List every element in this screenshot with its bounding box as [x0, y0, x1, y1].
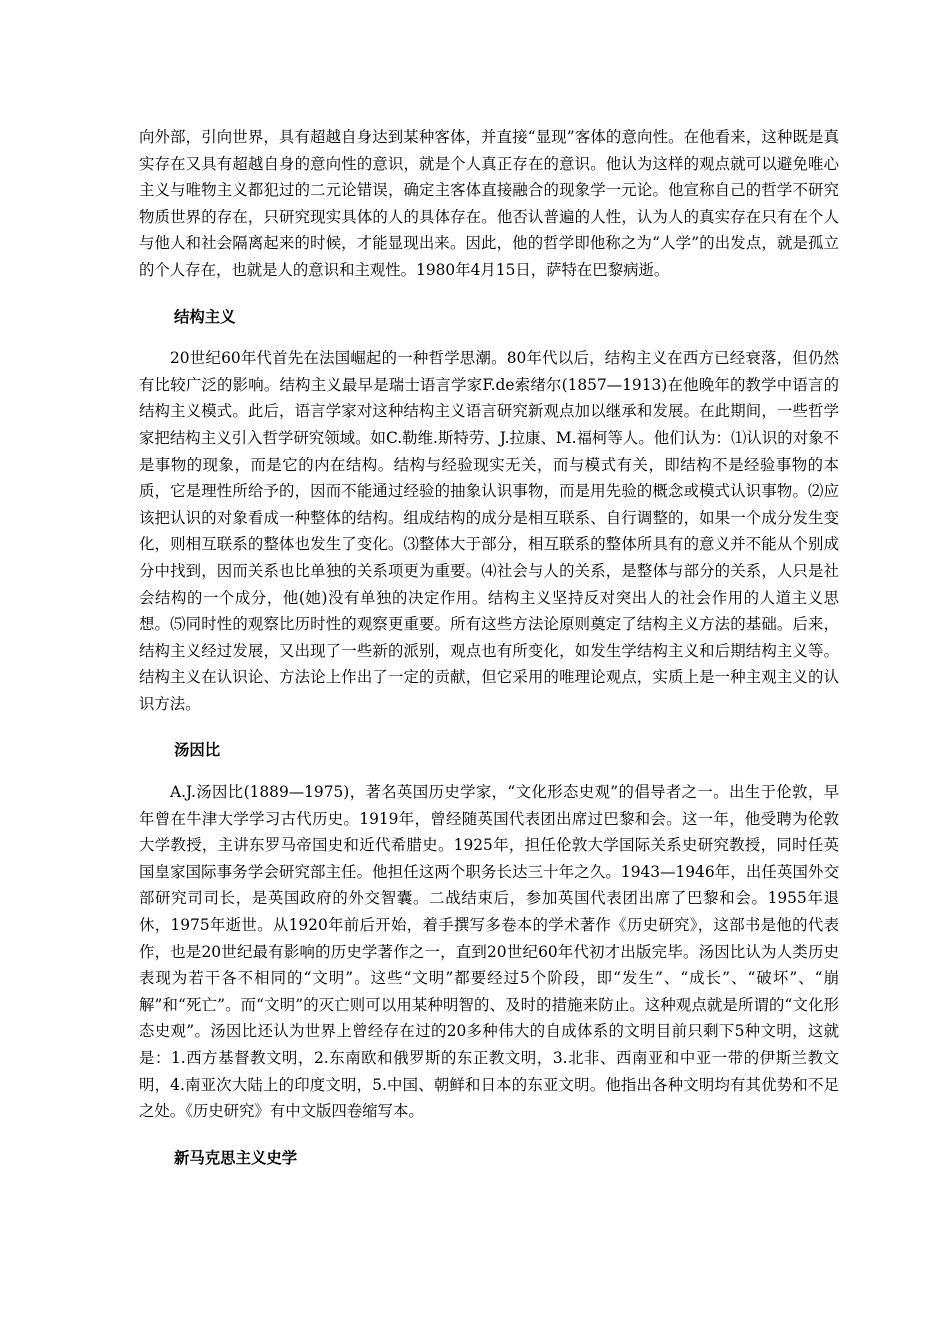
- section-heading-structuralism: 结构主义: [174, 307, 236, 326]
- spacer: [139, 330, 839, 345]
- spacer: [139, 764, 839, 779]
- document-page: [139, 124, 839, 1171]
- section-heading-toynbee: 汤因比: [174, 741, 221, 760]
- spacer: [139, 284, 839, 304]
- section-body-structuralism: 20世纪60年代首先在法国崛起的一种哲学思潮。80年代以后，结构主义在西方已经衰落，但仍然有比较广泛的影响。结构主义最早是瑞士语言学家F.de索绪尔(1857—1913)在他晚年的教学中语言的结构主义模式。此后，语言学家对这种结构主义语言研究新观点加以继承和发展。在此期间，一些哲学家把结构主义引入哲学研究领域。如C.勒维.斯特劳、J.拉康、M.福柯等人。他们认为：⑴认识的对象不是事物的现象，而是它的内在结构。结构与经验现实无关，而与模式有关，即结构不是经验事物的本质，它是理性所给予的，因而不能通过经验的抽象认识事物，而是用先验的概念或模式认识事物。⑵应该把认识的对象看成一种整体的结构。组成结构的成分是相互联系、自行调整的，如果一个成分发生变化，则相互联系的整体也发生了变化。⑶整体大于部分，相互联系的整体所具有的意义并不能从个别成分中找到，因而关系也比单独的关系项更为重要。⑷社会与人的关系，是整体与部分的关系，人只是社会结构的一个成分，他(她)没有单独的决定作用。结构主义坚持反对突出人的社会作用的人道主义思想。⑸同时性的观察比历时性的观察更重要。所有这些方法论原则奠定了结构主义方法的基础。后来，结构主义经过发展，又出现了一些新的派别，观点也有所变化，如发生学结构主义和后期结构主义等。结构主义在认识论、方法论上作出了一定的贡献，但它采用的唯理论观点，实质上是一种主观主义的认识方法。: [139, 349, 839, 713]
- intro-paragraph: 向外部，引向世界，具有超越自身达到某种客体，并直接“显现”客体的意向性。在他看来，这种既是真实存在又具有超越自身的意向性的意识，就是个人真正存在的意识。他认为这样的观点就可以避免唯心主义与唯物主义都犯过的二元论错误，确定主客体直接融合的现象学一元论。他宣称自己的哲学不研究物质世界的存在，只研究现实具体的人的具体存在。他否认普遍的人性，认为人的真实存在只有在个人与他人和社会隔离起来的时候，才能显现出来。因此，他的哲学即他称之为“人学”的出发点，就是孤立的个人存在，也就是人的意识和主观性。1980年4月15日，萨特在巴黎病逝。: [139, 128, 839, 279]
- spacer: [139, 1125, 839, 1145]
- section-heading-neo-marxist-historiography: 新马克思主义史学: [174, 1148, 298, 1167]
- section-body-toynbee: A.J.汤因比(1889—1975)，著名英国历史学家，“文化形态史观”的倡导者之一。出生于伦敦，早年曾在牛津大学学习古代历史。1919年，曾经随英国代表团出席过巴黎和会。这一年，他受聘为伦敦大学教授，主讲东罗马帝国史和近代希腊史。1925年，担任伦敦大学国际关系史研究教授，同时任英国皇家国际事务学会研究部主任。他担任这两个职务长达三十年之久。1943—1946年，出任英国外交部研究司司长，是英国政府的外交智囊。二战结束后，参加英国代表团出席了巴黎和会。1955年退休，1975年逝世。从1920年前后开始，着手撰写多卷本的学术著作《历史研究》，这部书是他的代表作，也是20世纪最有影响的历史学著作之一，直到20世纪60年代初才出版完毕。汤因比认为人类历史表现为若干各不相同的“文明”。这些“文明”都要经过5个阶段，即“发生”、“成长”、“破坏”、“崩解”和“死亡”。而“文明”的灭亡则可以用某种明智的、及时的措施来防止。这种观点就是所谓的“文化形态史观”。汤因比还认为世界上曾经存在过的20多种伟大的自成体系的文明目前只剩下5种文明，这就是：1.西方基督教文明，2.东南欧和俄罗斯的东正教文明，3.北非、西南亚和中亚一带的伊斯兰教文明，4.南亚次大陆上的印度文明，5.中国、朝鲜和日本的东亚文明。他指出各种文明均有其优势和不足之处。《历史研究》有中文版四卷缩写本。: [139, 783, 839, 1121]
- spacer: [139, 717, 839, 737]
